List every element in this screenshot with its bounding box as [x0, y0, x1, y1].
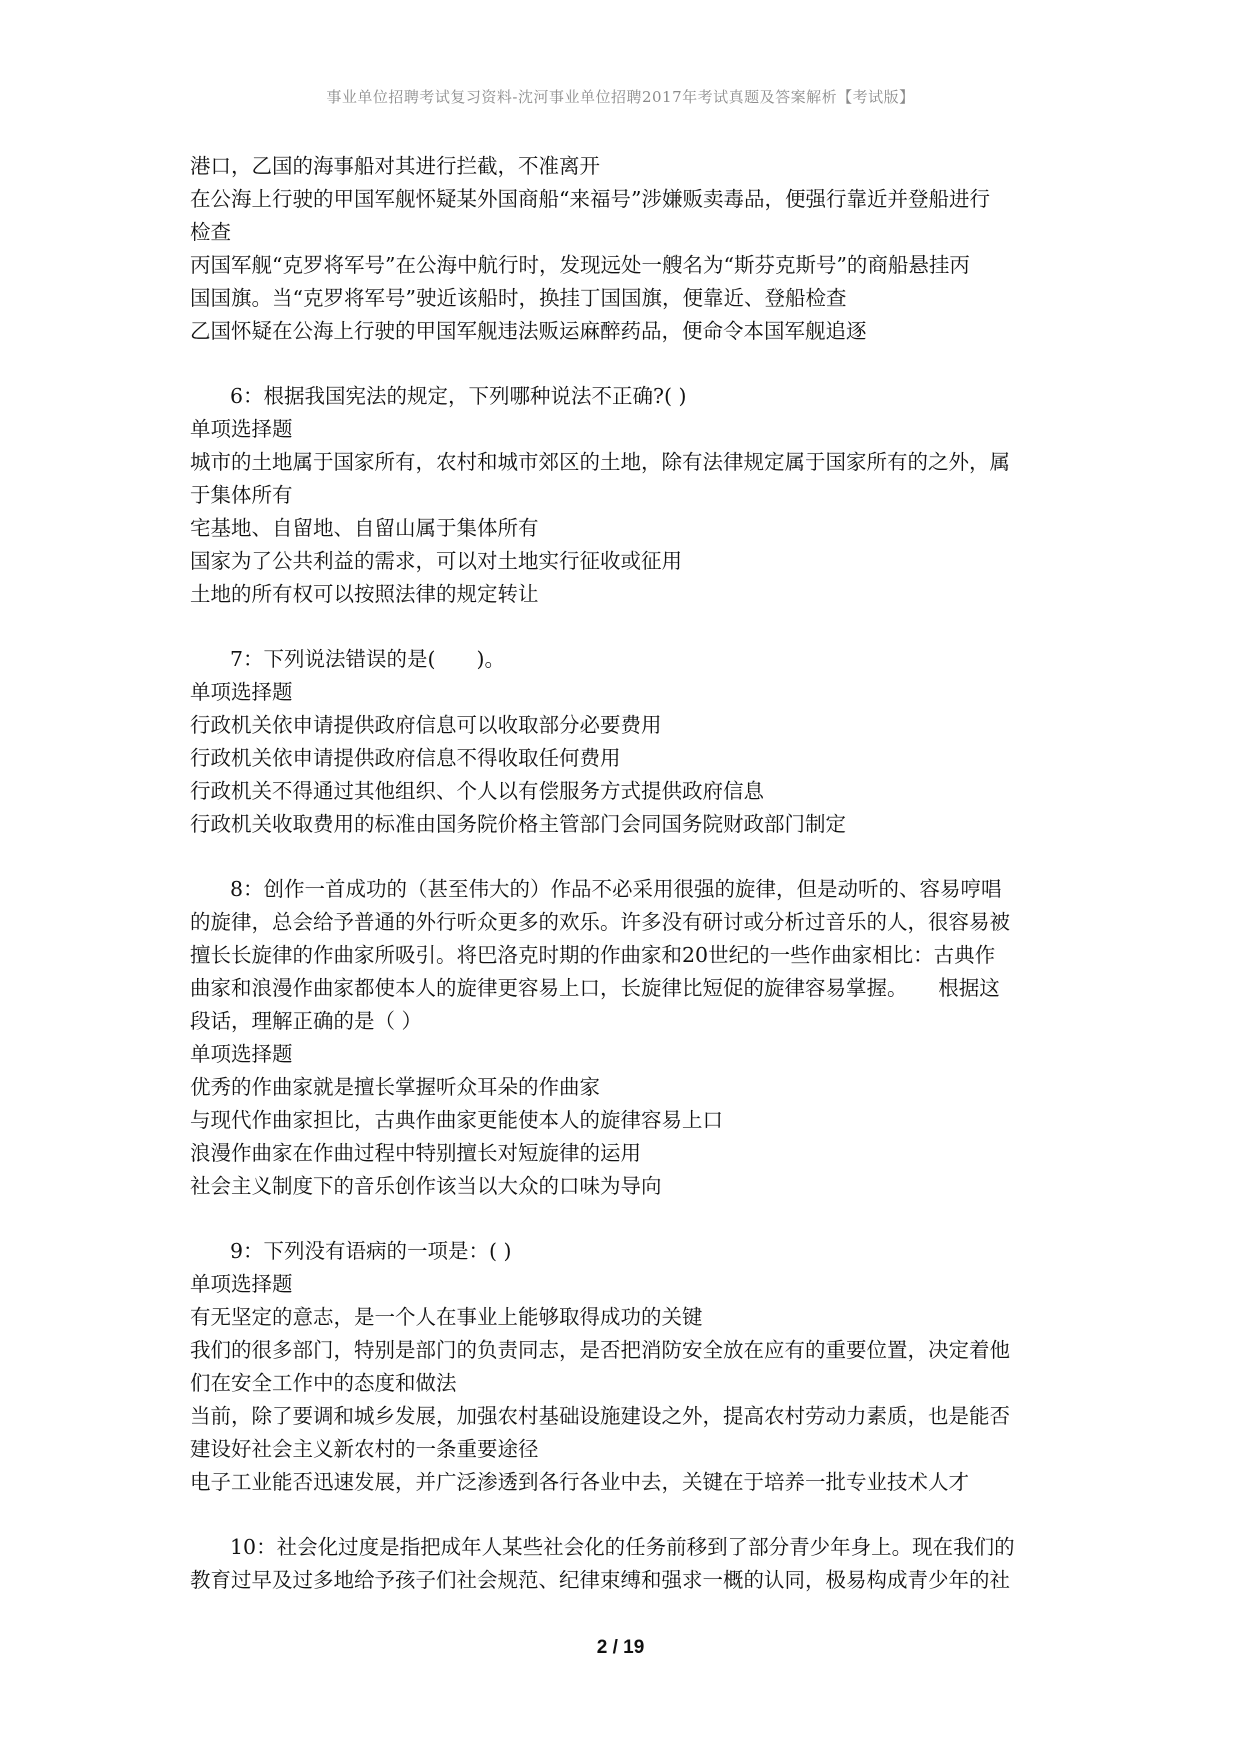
option-line: 电子工业能否迅速发展，并广泛渗透到各行各业中去，关键在于培养一批专业技术人才 [190, 1470, 969, 1494]
option-line: 们在安全工作中的态度和做法 [190, 1371, 457, 1395]
question-7 [190, 643, 1060, 841]
option-line: 行政机关不得通过其他组织、个人以有偿服务方式提供政府信息 [190, 779, 764, 803]
question-type: 单项选择题 [190, 417, 293, 441]
question-type: 单项选择题 [190, 680, 293, 704]
question-10 [190, 1531, 1060, 1597]
option-line: 土地的所有权可以按照法律的规定转让 [190, 582, 539, 606]
option-line: 与现代作曲家担比，古典作曲家更能使本人的旋律容易上口 [190, 1108, 723, 1132]
question-stem: 曲家和浪漫作曲家都使本人的旋律更容易上口，长旋律比短促的旋律容易掌握。 根据这 [190, 976, 1000, 1000]
page-header: 事业单位招聘考试复习资料-沈河事业单位招聘2017年考试真题及答案解析【考试版】 [326, 88, 915, 106]
question-8 [190, 873, 1060, 1203]
option-line: 乙国怀疑在公海上行驶的甲国军舰违法贩运麻醉药品，便命令本国军舰追逐 [190, 319, 867, 343]
prev-question-options [190, 150, 1060, 348]
option-line: 社会主义制度下的音乐创作该当以大众的口味为导向 [190, 1174, 662, 1198]
option-line: 于集体所有 [190, 483, 293, 507]
question-stem: 10：社会化过度是指把成年人某些社会化的任务前移到了部分青少年身上。现在我们的 [230, 1535, 1015, 1559]
option-line: 优秀的作曲家就是擅长掌握听众耳朵的作曲家 [190, 1075, 600, 1099]
option-line: 有无坚定的意志，是一个人在事业上能够取得成功的关键 [190, 1305, 703, 1329]
option-line: 行政机关依申请提供政府信息不得收取任何费用 [190, 746, 621, 770]
question-stem: 9：下列没有语病的一项是：( ) [230, 1239, 512, 1263]
question-type: 单项选择题 [190, 1042, 293, 1066]
option-line: 行政机关依申请提供政府信息可以收取部分必要费用 [190, 713, 662, 737]
question-9 [190, 1235, 1060, 1499]
question-stem: 段话，理解正确的是（ ） [190, 1009, 423, 1033]
question-stem: 8：创作一首成功的（甚至伟大的）作品不必采用很强的旋律，但是动听的、容易哼唱 [230, 877, 1002, 901]
option-line: 在公海上行驶的甲国军舰怀疑某外国商船“来福号”涉嫌贩卖毒品，便强行靠近并登船进行 [190, 187, 990, 211]
document-body [190, 150, 1060, 1597]
question-stem: 的旋律，总会给予普通的外行听众更多的欢乐。许多没有研讨或分析过音乐的人，很容易被 [190, 910, 1010, 934]
question-stem: 教育过早及过多地给予孩子们社会规范、纪律束缚和强求一概的认同，极易构成青少年的社 [190, 1568, 1010, 1592]
option-line: 国国旗。当“克罗将军号”驶近该船时，换挂丁国国旗，便靠近、登船检查 [190, 286, 847, 310]
option-line: 浪漫作曲家在作曲过程中特别擅长对短旋律的运用 [190, 1141, 641, 1165]
question-6 [190, 380, 1060, 611]
option-line: 国家为了公共利益的需求，可以对土地实行征收或征用 [190, 549, 682, 573]
option-line: 港口，乙国的海事船对其进行拦截，不准离开 [190, 154, 600, 178]
option-line: 城市的土地属于国家所有，农村和城市郊区的土地，除有法律规定属于国家所有的之外，属 [190, 450, 1010, 474]
option-line: 宅基地、自留地、自留山属于集体所有 [190, 516, 539, 540]
page-number: 2 / 19 [596, 1637, 645, 1658]
option-line: 丙国军舰“克罗将军号”在公海中航行时，发现远处一艘名为“斯芬克斯号”的商船悬挂丙 [190, 253, 970, 277]
question-type: 单项选择题 [190, 1272, 293, 1296]
option-line: 行政机关收取费用的标准由国务院价格主管部门会同国务院财政部门制定 [190, 812, 846, 836]
option-line: 建设好社会主义新农村的一条重要途径 [190, 1437, 539, 1461]
question-stem: 6：根据我国宪法的规定，下列哪种说法不正确?( ) [230, 384, 687, 408]
option-line: 检查 [190, 220, 231, 244]
option-line: 我们的很多部门，特别是部门的负责同志，是否把消防安全放在应有的重要位置，决定着他 [190, 1338, 1010, 1362]
option-line: 当前，除了要调和城乡发展，加强农村基础设施建设之外，提高农村劳动力素质，也是能否 [190, 1404, 1010, 1428]
question-stem: 擅长长旋律的作曲家所吸引。将巴洛克时期的作曲家和20世纪的一些作曲家相比：古典作 [190, 943, 996, 967]
question-stem: 7：下列说法错误的是( )。 [230, 647, 506, 671]
